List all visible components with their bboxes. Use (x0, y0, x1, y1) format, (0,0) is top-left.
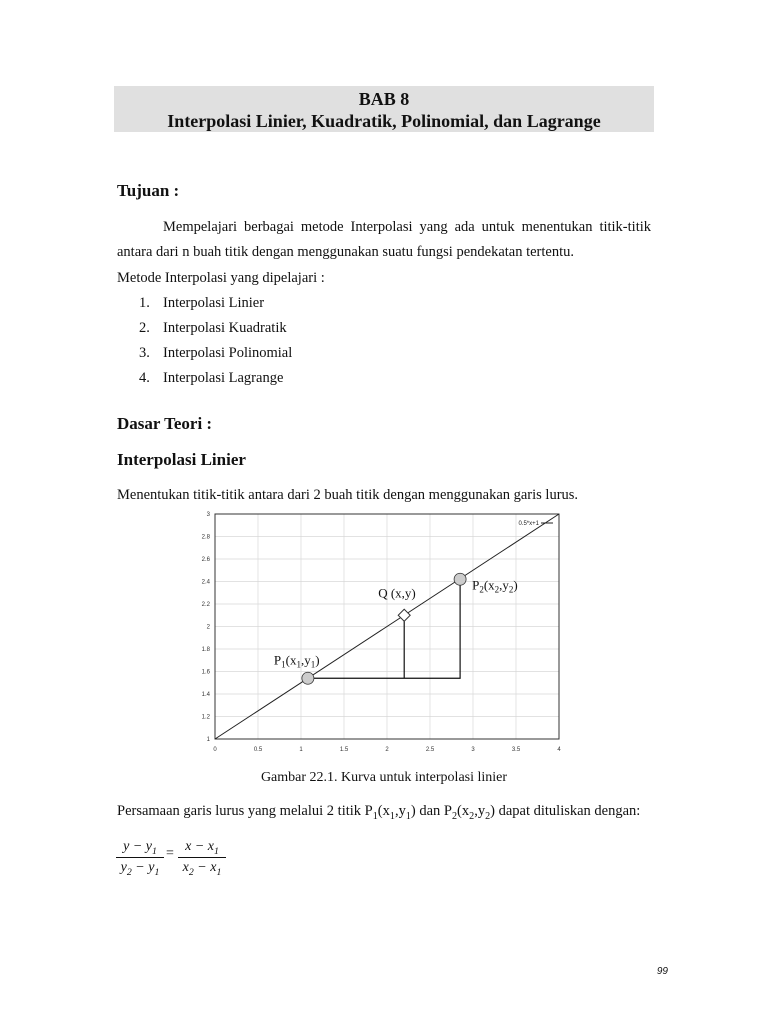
p1-label: $P_1(x_1,y_1)$ (273, 652, 320, 670)
equation-rhs-fraction (178, 838, 226, 877)
list-item (139, 341, 292, 366)
interpolation-chart (196, 506, 568, 756)
y-tick-label: 3 (206, 512, 210, 518)
list-item (139, 366, 292, 391)
y-tick-label: 1.6 (201, 669, 210, 676)
y-tick-label: 2 (206, 624, 210, 631)
x-tick-label: 1.5 (339, 747, 349, 753)
list-number: 1. (139, 295, 150, 311)
y-tick-label: 2.4 (201, 579, 210, 586)
y-tick-label: 2.2 (201, 602, 210, 608)
x-tick-label: 3.5 (511, 747, 521, 753)
y-tick-label: 2.8 (201, 534, 210, 541)
list-text: Interpolasi Kuadratik (163, 320, 287, 336)
rhs-numerator: $x - x_1$ (185, 839, 219, 857)
lhs-denominator: $y_2 - y_1$ (120, 860, 160, 878)
fraction-bar (178, 857, 226, 858)
x-tick-labels (213, 747, 561, 753)
equals-sign: = (166, 846, 174, 861)
x-tick-label: 0 (213, 747, 217, 753)
figure-caption: Gambar 22.1. Kurva untuk interpolasi linier (260, 770, 508, 785)
p2-label: $P_2(x_2,y_2)$ (472, 577, 518, 595)
tujuan-paragraph: Mempelajari berbagai metode Interpolasi yang ada untuk menentukan titik-titik antara dari n buah titik dengan menggunakan suatu fungsi pendekatan tertentu. (117, 219, 651, 260)
list-item (139, 316, 292, 341)
y-tick-label: 1.8 (201, 647, 210, 653)
x-tick-label: 0.5 (253, 747, 263, 753)
list-number: 2. (139, 320, 150, 336)
list-text: Interpolasi Lagrange (163, 370, 284, 386)
x-tick-label: 2.5 (425, 747, 435, 753)
legend-label: 0.5*x+1 (518, 521, 539, 527)
y-tick-label: 1.2 (201, 714, 210, 721)
chapter-title-box (114, 86, 654, 132)
p1-point-marker (302, 672, 314, 684)
list-text: Interpolasi Linier (163, 295, 265, 311)
lhs-numerator: $y - y_1$ (123, 839, 157, 857)
list-number: 3. (139, 345, 150, 361)
y-tick-label: 1.4 (201, 692, 210, 698)
dasar-teori-heading: Dasar Teori : (117, 414, 213, 433)
y-tick-label: 1 (206, 737, 210, 743)
list-number: 4. (139, 370, 150, 386)
fraction-bar (116, 857, 164, 858)
tujuan-heading: Tujuan : (117, 181, 180, 200)
page-number: 99 (656, 966, 668, 977)
rhs-denominator: $x_2 - x_1$ (182, 860, 222, 878)
x-tick-label: 3 (471, 747, 475, 753)
q-point-marker (398, 609, 410, 621)
chapter-title: Interpolasi Linier, Kuadratik, Polinomial, dan Lagrange (167, 111, 601, 131)
x-tick-label: 4 (557, 747, 561, 753)
list-item (139, 291, 292, 316)
q-label: Q (x,y) (378, 585, 416, 601)
equation-intro: Persamaan garis lurus yang melalui 2 titik $P_1(x_1,y_1)$ dan $P_2(x_2,y_2)$ dapat dituliskan dengan: (117, 803, 641, 822)
list-text: Interpolasi Polinomial (163, 345, 293, 361)
chapter-number: BAB 8 (358, 89, 410, 109)
p2-point-marker (454, 573, 466, 585)
x-tick-label: 2 (385, 747, 389, 753)
interpolasi-linier-paragraph: Menentukan titik-titik antara dari 2 buah titik dengan menggunakan garis lurus. (117, 487, 579, 503)
y-tick-label: 2.6 (201, 557, 210, 563)
method-list (139, 291, 292, 391)
x-tick-label: 1 (299, 747, 303, 753)
y-tick-labels (202, 512, 211, 743)
equation-lhs-fraction (116, 838, 164, 877)
interpolasi-linier-subheading: Interpolasi Linier (117, 450, 246, 469)
tujuan-intro: Metode Interpolasi yang dipelajari : (117, 270, 325, 286)
